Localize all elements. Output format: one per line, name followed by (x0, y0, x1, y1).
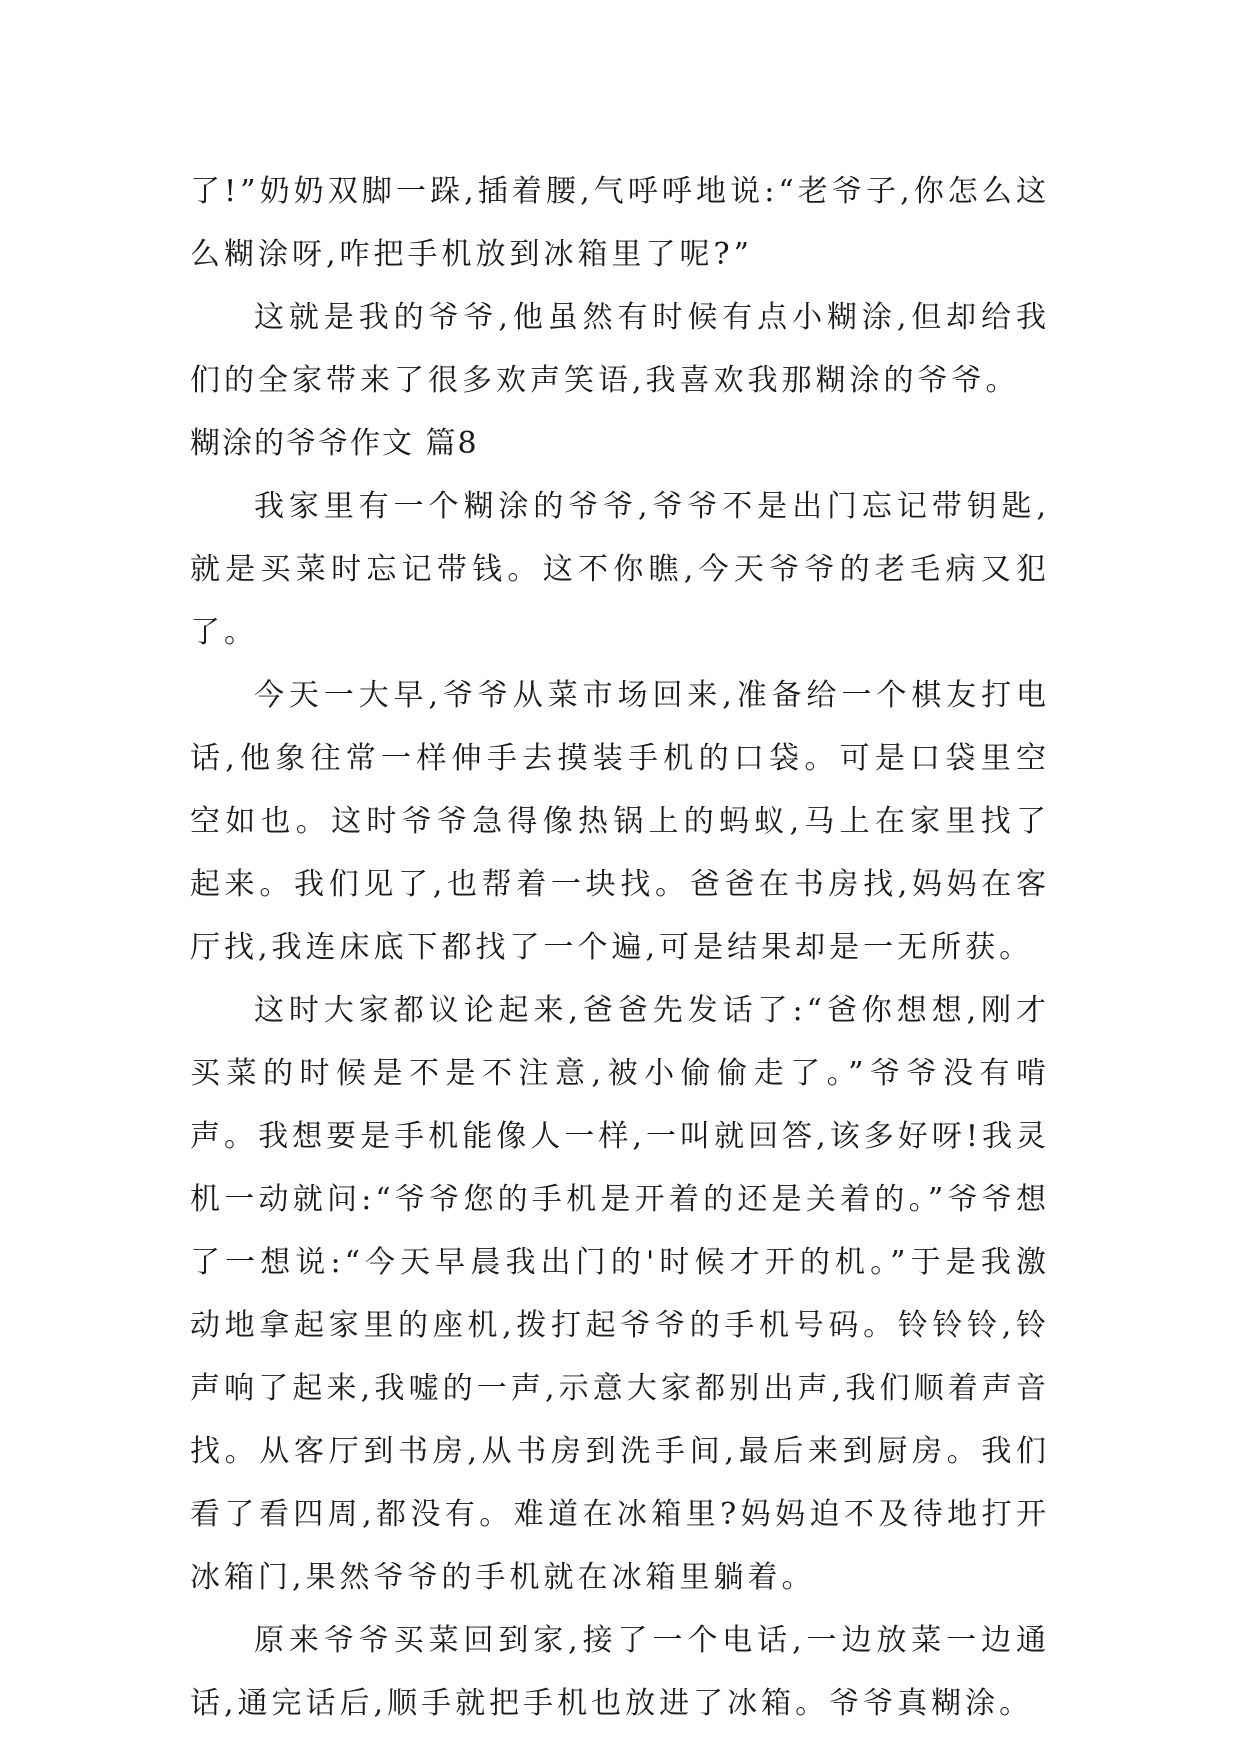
paragraph-conclusion: 原来爷爷买菜回到家,接了一个电话,一边放菜一边通话,通完话后,顺手就把手机也放进了冰箱。爷爷真糊涂。 (190, 1623, 1050, 1721)
paragraph-phone-search: 这时大家都议论起来,爸爸先发话了:“爸你想想,刚才买菜的时候是不是不注意,被小偷偷走了。”爷爷没有啃声。我想要是手机能像人一样,一叫就回答,该多好呀!我灵机一动就问:“爷爷您的手机是开着的还是关着的。”爷爷想了一想说:“今天早晨我出门的'时候才开的机。”于是我激动地拿起家里的座机,拨打起爷爷的手机号码。铃铃铃,铃声响了起来,我嘘的一声,示意大家都别出声,我们顺着声音找。从客厅到书房,从书房到洗手间,最后来到厨房。我们看了看四周,都没有。难道在冰箱里?妈妈迫不及待地打开冰箱门,果然爷爷的手机就在冰箱里躺着。 (190, 993, 1050, 1595)
paragraph-grandpa-summary: 这就是我的爷爷,他虽然有时候有点小糊涂,但却给我们的全家带来了很多欢声笑语,我喜欢我那糊涂的爷爷。 (190, 300, 1050, 398)
section-heading: 糊涂的爷爷作文 篇8 (190, 426, 479, 461)
paragraph-continuation: 了!”奶奶双脚一跺,插着腰,气呼呼地说:“老爷子,你怎么这么糊涂呀,咋把手机放到冰箱里了呢?” (190, 174, 1050, 272)
paragraph-phone-missing: 今天一大早,爷爷从菜市场回来,准备给一个棋友打电话,他象往常一样伸手去摸装手机的口袋。可是口袋里空空如也。这时爷爷急得像热锅上的蚂蚁,马上在家里找了起来。我们见了,也帮着一块找。爸爸在书房找,妈妈在客厅找,我连床底下都找了一个遍,可是结果却是一无所获。 (190, 678, 1050, 965)
document-body (190, 160, 1050, 1735)
paragraph-intro: 我家里有一个糊涂的爷爷,爷爷不是出门忘记带钥匙,就是买菜时忘记带钱。这不你瞧,今天爷爷的老毛病又犯了。 (190, 489, 1050, 650)
